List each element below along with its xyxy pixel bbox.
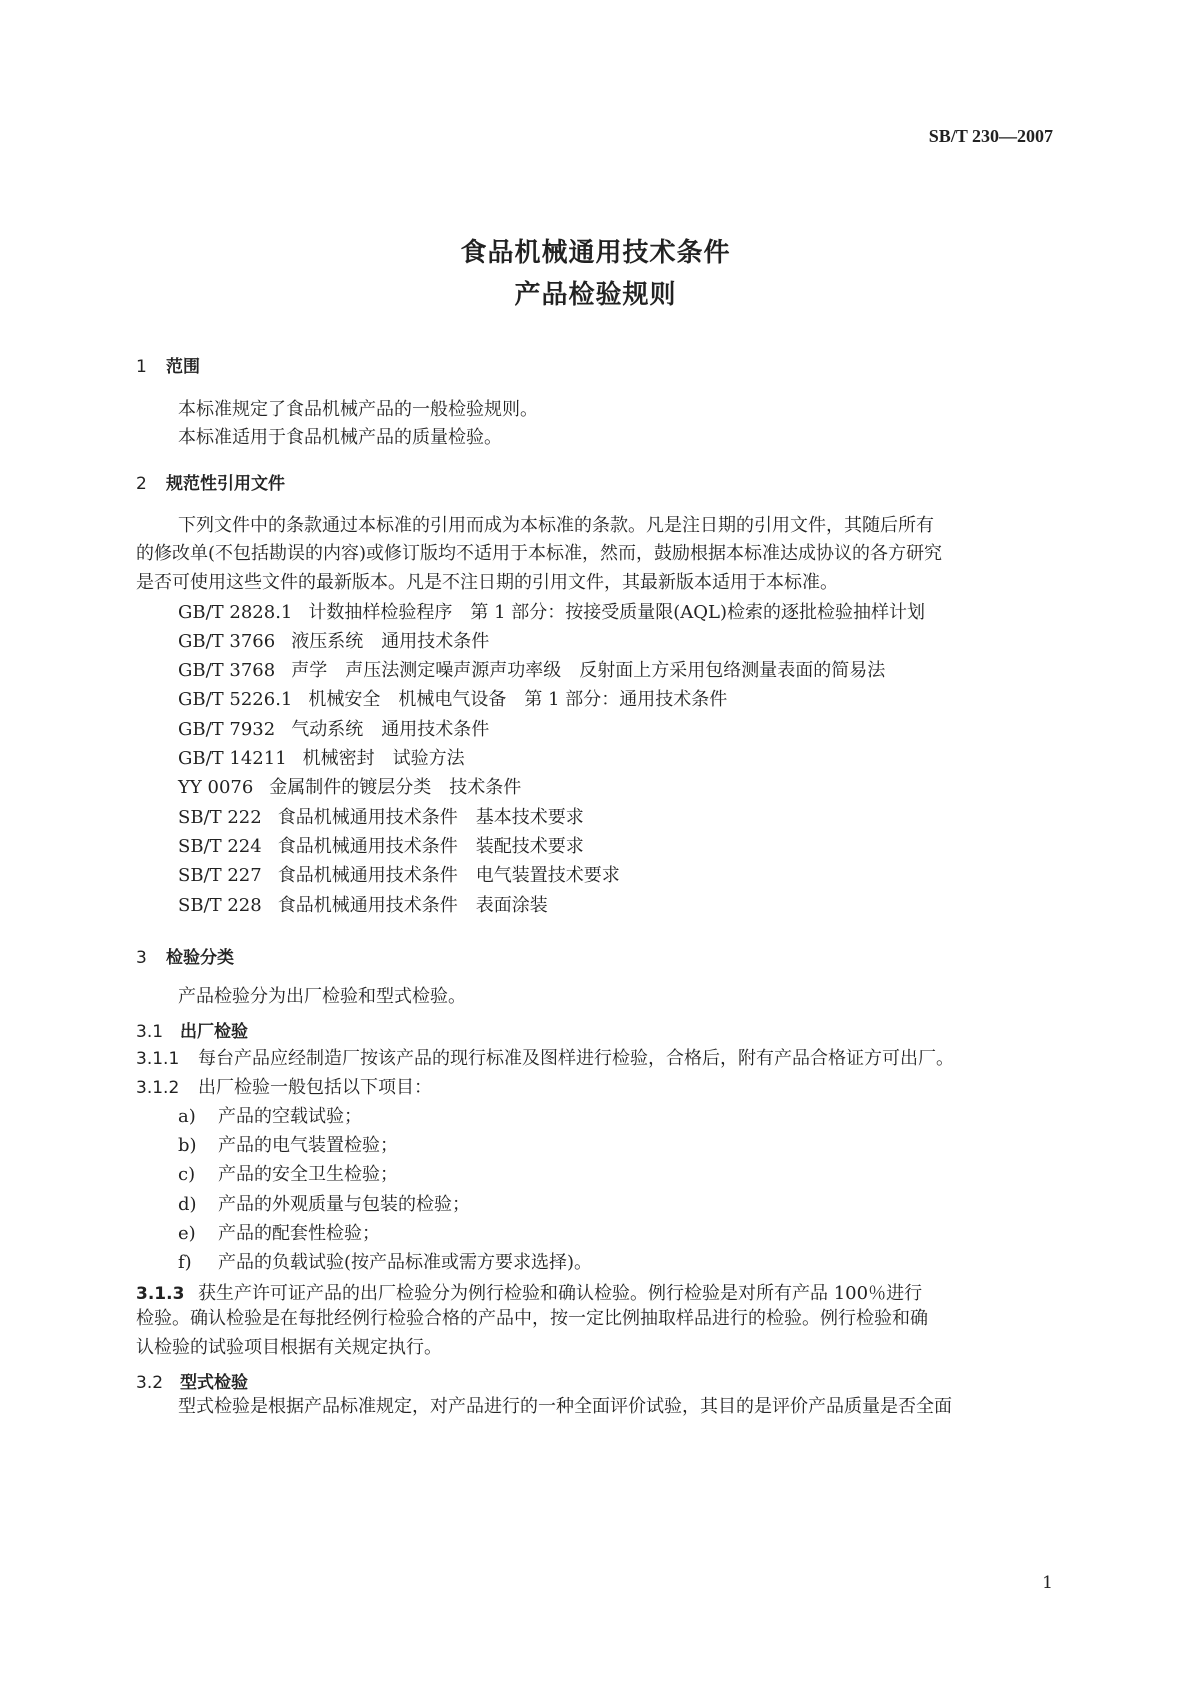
- list-item: [178, 1160, 398, 1186]
- reference-title: 声学 声压法测定噪声源声功率级 反射面上方采用包络测量表面的简易法: [291, 660, 886, 681]
- reference-code: SB/T 228: [178, 895, 262, 916]
- section-title: 范围: [166, 357, 200, 377]
- clause-3-1-2: [136, 1073, 432, 1099]
- section-3-heading: [136, 943, 234, 968]
- reference-title: 计数抽样检验程序 第 1 部分：按接受质量限(AQL)检索的逐批检验抽样计划: [308, 602, 926, 623]
- list-item: [178, 1190, 470, 1216]
- section-title: 检验分类: [166, 948, 234, 968]
- paragraph-line: 下列文件中的条款通过本标准的引用而成为本标准的条款。凡是注日期的引用文件，其随后所有: [178, 515, 934, 536]
- section-title: 出厂检验: [180, 1022, 248, 1042]
- reference-item: [178, 747, 465, 771]
- reference-title: 食品机械通用技术条件 电气装置技术要求: [277, 865, 620, 886]
- reference-title: 食品机械通用技术条件 表面涂装: [277, 895, 548, 916]
- reference-title: 机械安全 机械电气设备 第 1 部分：通用技术条件: [308, 689, 728, 710]
- subsection-3-1-heading: [136, 1017, 248, 1042]
- section-number: 3.1: [136, 1022, 164, 1042]
- paragraph: 产品检验分为出厂检验和型式检验。: [178, 986, 466, 1007]
- section-title: 型式检验: [180, 1373, 248, 1393]
- section-2-heading: [136, 469, 285, 494]
- clause-3-1-3: [136, 1279, 922, 1305]
- list-text: 产品的安全卫生检验；: [218, 1164, 398, 1185]
- reference-code: GB/T 5226.1: [178, 689, 293, 710]
- list-label: c): [178, 1164, 196, 1185]
- reference-item: [178, 688, 727, 712]
- paragraph-line: 是否可使用这些文件的最新版本。凡是不注日期的引用文件，其最新版本适用于本标准。: [136, 572, 838, 593]
- clause-number: 3.1.1: [136, 1049, 180, 1069]
- reference-title: 金属制件的镀层分类 技术条件: [269, 777, 522, 798]
- section-number: 3.2: [136, 1373, 164, 1393]
- reference-code: SB/T 227: [178, 865, 262, 886]
- paragraph: 本标准规定了食品机械产品的一般检验规则。: [178, 399, 538, 420]
- clause-text: 获生产许可证产品的出厂检验分为例行检验和确认检验。例行检验是对所有产品 100％进行: [198, 1283, 923, 1304]
- section-title: 规范性引用文件: [166, 474, 285, 494]
- list-item: [178, 1248, 592, 1274]
- clause-text: 每台产品应经制造厂按该产品的现行标准及图样进行检验，合格后，附有产品合格证方可出厂。: [198, 1048, 954, 1069]
- reference-item: [178, 806, 584, 830]
- paragraph-line: 型式检验是根据产品标准规定，对产品进行的一种全面评价试验，其目的是评价产品质量是否全面: [178, 1396, 952, 1417]
- section-1-heading: [136, 352, 200, 377]
- clause-number: 3.1.2: [136, 1078, 180, 1098]
- reference-code: SB/T 222: [178, 807, 262, 828]
- reference-item: [178, 776, 521, 800]
- section-number: 1: [136, 357, 147, 377]
- reference-item: [178, 864, 620, 888]
- list-label: e): [178, 1223, 196, 1244]
- list-label: a): [178, 1106, 196, 1127]
- reference-item: [178, 659, 885, 683]
- list-text: 产品的外观质量与包装的检验；: [218, 1194, 470, 1215]
- section-number: 3: [136, 948, 147, 968]
- list-item: [178, 1102, 362, 1128]
- reference-title: 气动系统 通用技术条件: [291, 719, 490, 740]
- subsection-3-2-heading: [136, 1368, 248, 1393]
- clause-3-1-1: [136, 1044, 954, 1070]
- page-number: 1: [1042, 1573, 1053, 1593]
- list-label: b): [178, 1135, 197, 1156]
- reference-item: [178, 630, 489, 654]
- reference-code: GB/T 3766: [178, 631, 276, 652]
- list-label: f): [178, 1252, 192, 1273]
- document-title: 食品机械通用技术条件: [460, 238, 731, 268]
- document-subtitle: 产品检验规则: [514, 280, 677, 310]
- reference-item: [178, 835, 584, 859]
- standard-code: SB/T 230—2007: [928, 126, 1053, 146]
- paragraph-line: 的修改单(不包括勘误的内容)或修订版均不适用于本标准，然而，鼓励根据本标准达成协议的各方研究: [136, 543, 943, 564]
- reference-item: [178, 894, 548, 918]
- list-text: 产品的空载试验；: [218, 1106, 362, 1127]
- reference-title: 液压系统 通用技术条件: [291, 631, 490, 652]
- reference-item: [178, 718, 489, 742]
- reference-item: [178, 601, 925, 625]
- reference-title: 机械密封 试验方法: [302, 748, 465, 769]
- list-text: 产品的配套性检验；: [218, 1223, 380, 1244]
- list-text: 产品的负载试验(按产品标准或需方要求选择)。: [218, 1252, 593, 1273]
- list-label: d): [178, 1194, 197, 1215]
- reference-title: 食品机械通用技术条件 装配技术要求: [277, 836, 584, 857]
- reference-code: YY 0076: [178, 777, 254, 798]
- reference-code: GB/T 14211: [178, 748, 287, 769]
- paragraph-line: 认检验的试验项目根据有关规定执行。: [136, 1337, 442, 1358]
- reference-code: GB/T 7932: [178, 719, 276, 740]
- clause-text: 出厂检验一般包括以下项目：: [198, 1077, 432, 1098]
- clause-number: 3.1.3: [136, 1284, 185, 1304]
- reference-code: GB/T 3768: [178, 660, 276, 681]
- reference-code: GB/T 2828.1: [178, 602, 293, 623]
- paragraph: 本标准适用于食品机械产品的质量检验。: [178, 427, 502, 448]
- list-item: [178, 1131, 398, 1157]
- list-text: 产品的电气装置检验；: [218, 1135, 398, 1156]
- reference-code: SB/T 224: [178, 836, 262, 857]
- paragraph-line: 检验。确认检验是在每批经例行检验合格的产品中，按一定比例抽取样品进行的检验。例行检验和确: [136, 1308, 928, 1329]
- list-item: [178, 1219, 380, 1245]
- reference-title: 食品机械通用技术条件 基本技术要求: [277, 807, 584, 828]
- section-number: 2: [136, 474, 147, 494]
